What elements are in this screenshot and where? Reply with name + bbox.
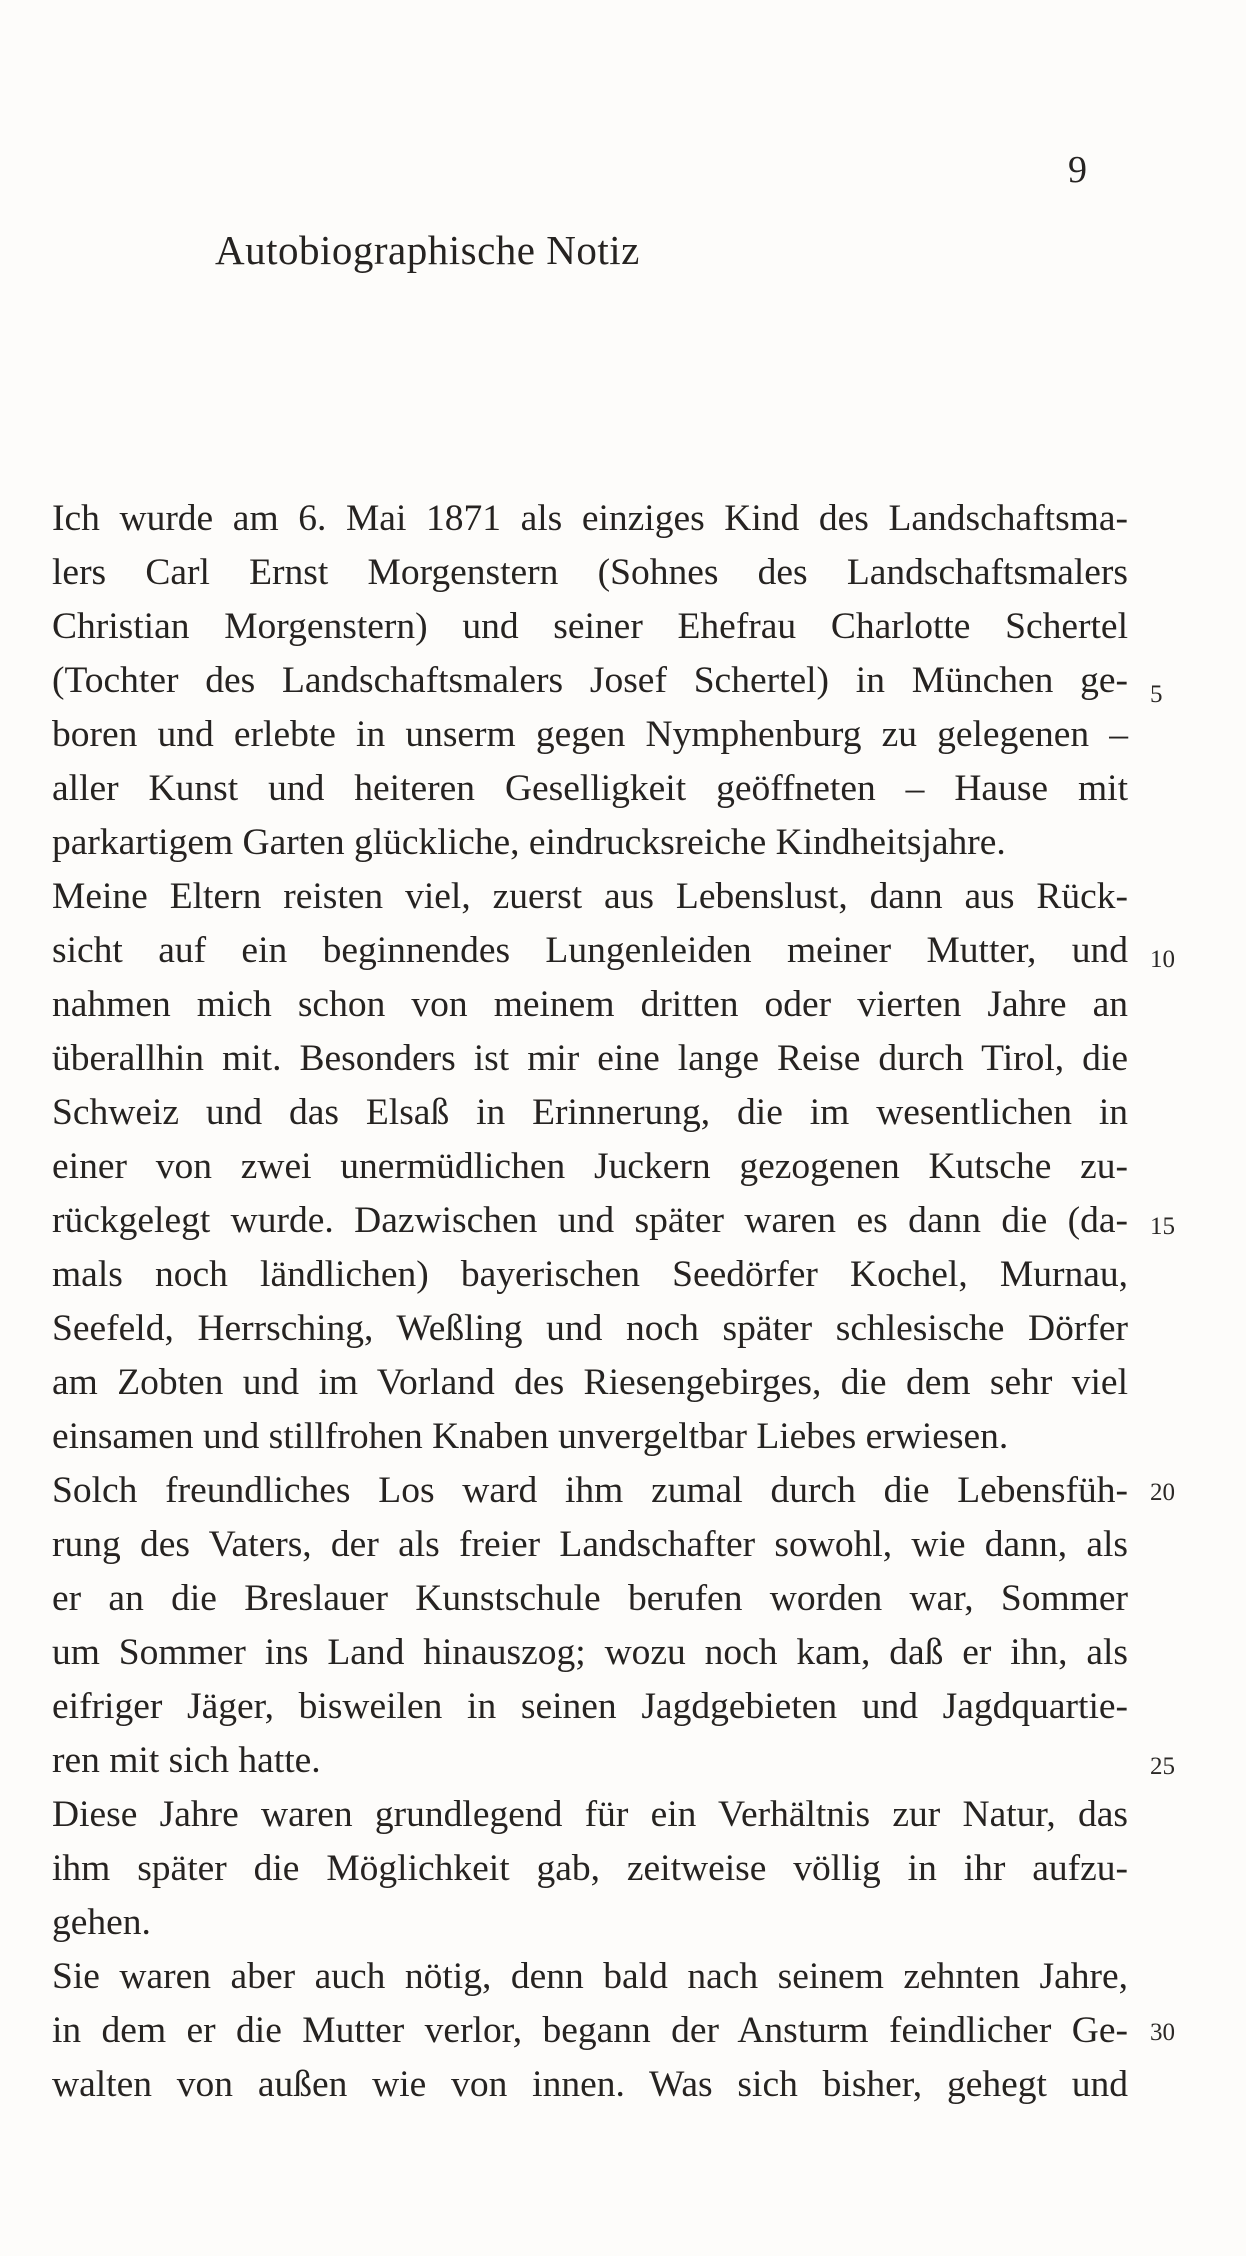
text-line-28: Sie waren aber auch nötig, denn bald nach seinem zehnten Jahre,: [52, 1956, 1128, 1997]
page-number: 9: [1068, 149, 1087, 191]
line-number-15: 15: [1150, 1213, 1175, 1240]
text-line-15: mals noch ländlichen) bayerischen Seedörfer Kochel, Murnau,: [52, 1254, 1128, 1295]
text-line-30: walten von außen wie von innen. Was sich bisher, gehegt und: [52, 2064, 1128, 2105]
text-line-23: eifriger Jäger, bisweilen in seinen Jagdgebieten und Jagdquartie-: [52, 1686, 1128, 1727]
line-number-20: 20: [1150, 1479, 1175, 1506]
text-line-24: ren mit sich hatte.: [52, 1740, 321, 1781]
text-line-3: Christian Morgenstern) und seiner Ehefrau Charlotte Schertel: [52, 606, 1128, 647]
line-number-30: 30: [1150, 2019, 1175, 2046]
text-line-29: in dem er die Mutter verlor, begann der Ansturm feindlicher Ge-: [52, 2010, 1128, 2051]
text-line-16: Seefeld, Herrsching, Weßling und noch später schlesische Dörfer: [52, 1308, 1128, 1349]
text-line-7: parkartigem Garten glückliche, eindrucksreiche Kindheitsjahre.: [52, 822, 1006, 863]
text-line-26: ihm später die Möglichkeit gab, zeitweise völlig in ihr aufzu-: [52, 1848, 1128, 1889]
text-line-13: einer von zwei unermüdlichen Juckern gezogenen Kutsche zu-: [52, 1146, 1128, 1187]
text-line-17: am Zobten und im Vorland des Riesengebirges, die dem sehr viel: [52, 1362, 1128, 1403]
text-line-1: Ich wurde am 6. Mai 1871 als einziges Kind des Landschaftsma-: [52, 498, 1128, 539]
line-number-5: 5: [1150, 681, 1163, 708]
body-text: [52, 492, 1128, 2112]
text-line-12: Schweiz und das Elsaß in Erinnerung, die im wesentlichen in: [52, 1092, 1128, 1133]
text-line-6: aller Kunst und heiteren Geselligkeit geöffneten – Hause mit: [52, 768, 1128, 809]
text-line-4: (Tochter des Landschaftsmalers Josef Schertel) in München ge-: [52, 660, 1128, 701]
text-line-25: Diese Jahre waren grundlegend für ein Verhältnis zur Natur, das: [52, 1794, 1128, 1835]
line-number-10: 10: [1150, 946, 1175, 973]
text-line-5: boren und erlebte in unserm gegen Nymphenburg zu gelegenen –: [52, 714, 1128, 755]
text-line-19: Solch freundliches Los ward ihm zumal durch die Lebensfüh-: [52, 1470, 1128, 1511]
chapter-title: Autobiographische Notiz: [215, 227, 640, 273]
text-line-21: er an die Breslauer Kunstschule berufen worden war, Sommer: [52, 1578, 1128, 1619]
text-line-14: rückgelegt wurde. Dazwischen und später waren es dann die (da-: [52, 1200, 1128, 1241]
text-line-11: überallhin mit. Besonders ist mir eine lange Reise durch Tirol, die: [52, 1038, 1128, 1079]
text-line-2: lers Carl Ernst Morgenstern (Sohnes des Landschaftsmalers: [52, 552, 1128, 593]
text-line-9: sicht auf ein beginnendes Lungenleiden meiner Mutter, und: [52, 930, 1128, 971]
text-line-10: nahmen mich schon von meinem dritten oder vierten Jahre an: [52, 984, 1128, 1025]
text-line-8: Meine Eltern reisten viel, zuerst aus Lebenslust, dann aus Rück-: [52, 876, 1128, 917]
text-line-18: einsamen und stillfrohen Knaben unvergeltbar Liebes erwiesen.: [52, 1416, 1009, 1457]
text-line-22: um Sommer ins Land hinauszog; wozu noch kam, daß er ihn, als: [52, 1632, 1128, 1673]
text-line-20: rung des Vaters, der als freier Landschafter sowohl, wie dann, als: [52, 1524, 1128, 1565]
text-line-27: gehen.: [52, 1902, 151, 1943]
line-number-25: 25: [1150, 1753, 1175, 1780]
